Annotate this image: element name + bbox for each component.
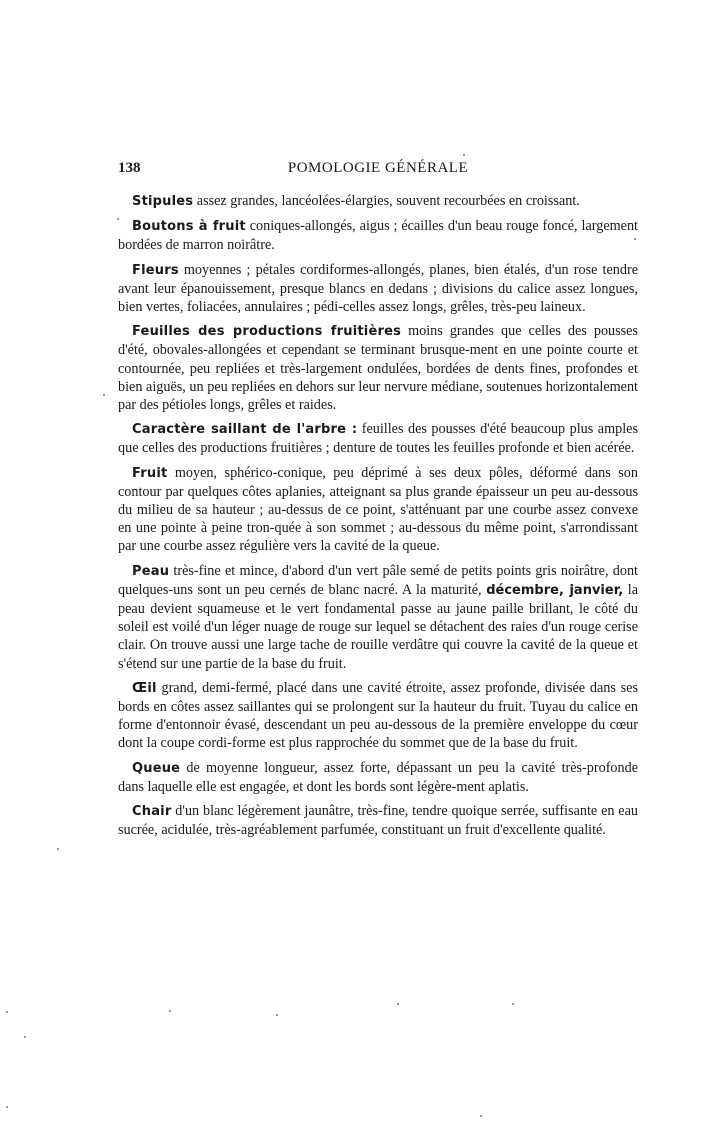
scan-speck [512,1003,514,1005]
term-fruit: Fruit [132,465,168,481]
scan-speck [276,1014,278,1016]
paragraph-oeil [118,679,638,753]
book-page [118,160,638,846]
scan-speck [57,848,59,850]
maturity-period: décembre, janvier, [486,582,624,598]
paragraph-text: moins grandes que celles des pousses d'été, obovales-allongées et cependant se terminant brusque-ment en une pointe courte et contournée, peu repliées et très-largement ondulées, bordées de dents fines, profondes et bien aiguës, un peu repliées en dehors sur leur nervure médiane, soutenues horizontalement par des pétioles longs, grêles et raides. [118,323,638,414]
scan-speck [24,1036,26,1038]
paragraph-chair [118,802,638,839]
term-peau: Peau [132,563,170,579]
scan-speck [397,1003,399,1005]
term-queue: Queue [132,760,181,776]
scan-speck [103,394,105,396]
scan-speck [480,1115,482,1117]
page-header [118,160,638,182]
paragraph-fruit [118,464,638,556]
term-boutons-a-fruit: Boutons à fruit [132,219,246,235]
term-fleurs: Fleurs [132,262,179,278]
paragraph-text: d'un blanc légèrement jaunâtre, très-fine, tendre quoique serrée, suffisante en eau sucrée, acidulée, très-agréablement parfumée, constituant un fruit d'excellente qualité. [118,803,638,839]
paragraph-peau [118,562,638,673]
paragraph-text: assez grandes, lancéolées-élargies, souvent recourbées en croissant. [193,193,580,209]
paragraph-text: moyen, sphérico-conique, peu déprimé à ses deux pôles, déformé dans son contour par quelques côtes aplanies, atteignant sa plus grande épaisseur un peu au-dessous du milieu de sa hauteur ; au-dessus de ce point, s'atténuant par une courbe assez convexe en une pointe à peine tron-quée à son sommet ; au-dessous du même point, s'arrondissant par une courbe assez régulière vers la cavité de la queue. [118,464,638,555]
scan-speck [463,154,465,156]
term-caractere: Caractère saillant de l'arbre : [132,422,358,438]
paragraph-fleurs [118,261,638,317]
scan-speck [6,1011,8,1013]
scan-speck [6,1106,8,1108]
scan-speck [169,1010,171,1012]
page-number: 138 [118,160,141,176]
scan-speck [117,218,119,220]
paragraph-text: feuilles des pousses d'été beaucoup plus amples que celles des productions fruitières ; denture de toutes les feuilles profonde et bien acérée. [118,421,638,457]
paragraph-boutons-a-fruit [118,217,638,254]
scan-speck [634,238,636,240]
paragraph-stipules [118,192,638,211]
running-title: POMOLOGIE GÉNÉRALE [287,160,469,176]
paragraph-text: la peau devient squameuse et le vert fondamental passe au jaune paille brillant, le côté du soleil est voilé d'un léger nuage de rouge sur lequel se détachent des raies d'un rouge cerise clair. On trouve aussi une large tache de rouille verdâtre qui couvre la cavité de la queue et s'étend sur une partie de la base du fruit. [118,581,638,672]
paragraph-text: grand, demi-fermé, placé dans une cavité étroite, assez profonde, divisée dans ses bords en côtes assez saillantes qui se prolongent sur la hauteur du fruit. Tuyau du calice en forme d'entonnoir évasé, descendant un peu au-dessous de la première enveloppe du cœur dont la coupe cordi-forme est plus rapprochée du sommet que de la base du fruit. [118,679,638,752]
paragraph-text: très-fine et mince, d'abord d'un vert pâle semé de petits points gris noirâtre, dont quelques-uns sont un peu cernés de blanc nacré. A la maturité, [118,562,638,598]
paragraph-text: moyennes ; pétales cordiformes-allongés, planes, bien étalés, d'un rose tendre avant leur épanouissement, presque blancs en dedans ; divisions du calice assez longues, bien vertes, foliacées, annulaires ; pédi-celles assez longs, grêles, très-peu laineux. [118,261,638,316]
term-feuilles: Feuilles des productions fruitières [132,324,402,340]
paragraph-feuilles [118,322,638,414]
paragraph-text: de moyenne longueur, assez forte, dépassant un peu la cavité très-profonde dans laquelle elle est engagée, et dont les bords sont légère-ment aplatis. [118,759,638,795]
paragraph-text: coniques-allongés, aigus ; écailles d'un beau rouge foncé, largement bordées de marron noirâtre. [118,218,638,254]
paragraph-caractere [118,420,638,457]
term-stipules: Stipules [132,194,194,209]
paragraph-queue [118,759,638,796]
term-chair: Chair [132,804,172,820]
term-oeil: Œil [132,680,157,696]
